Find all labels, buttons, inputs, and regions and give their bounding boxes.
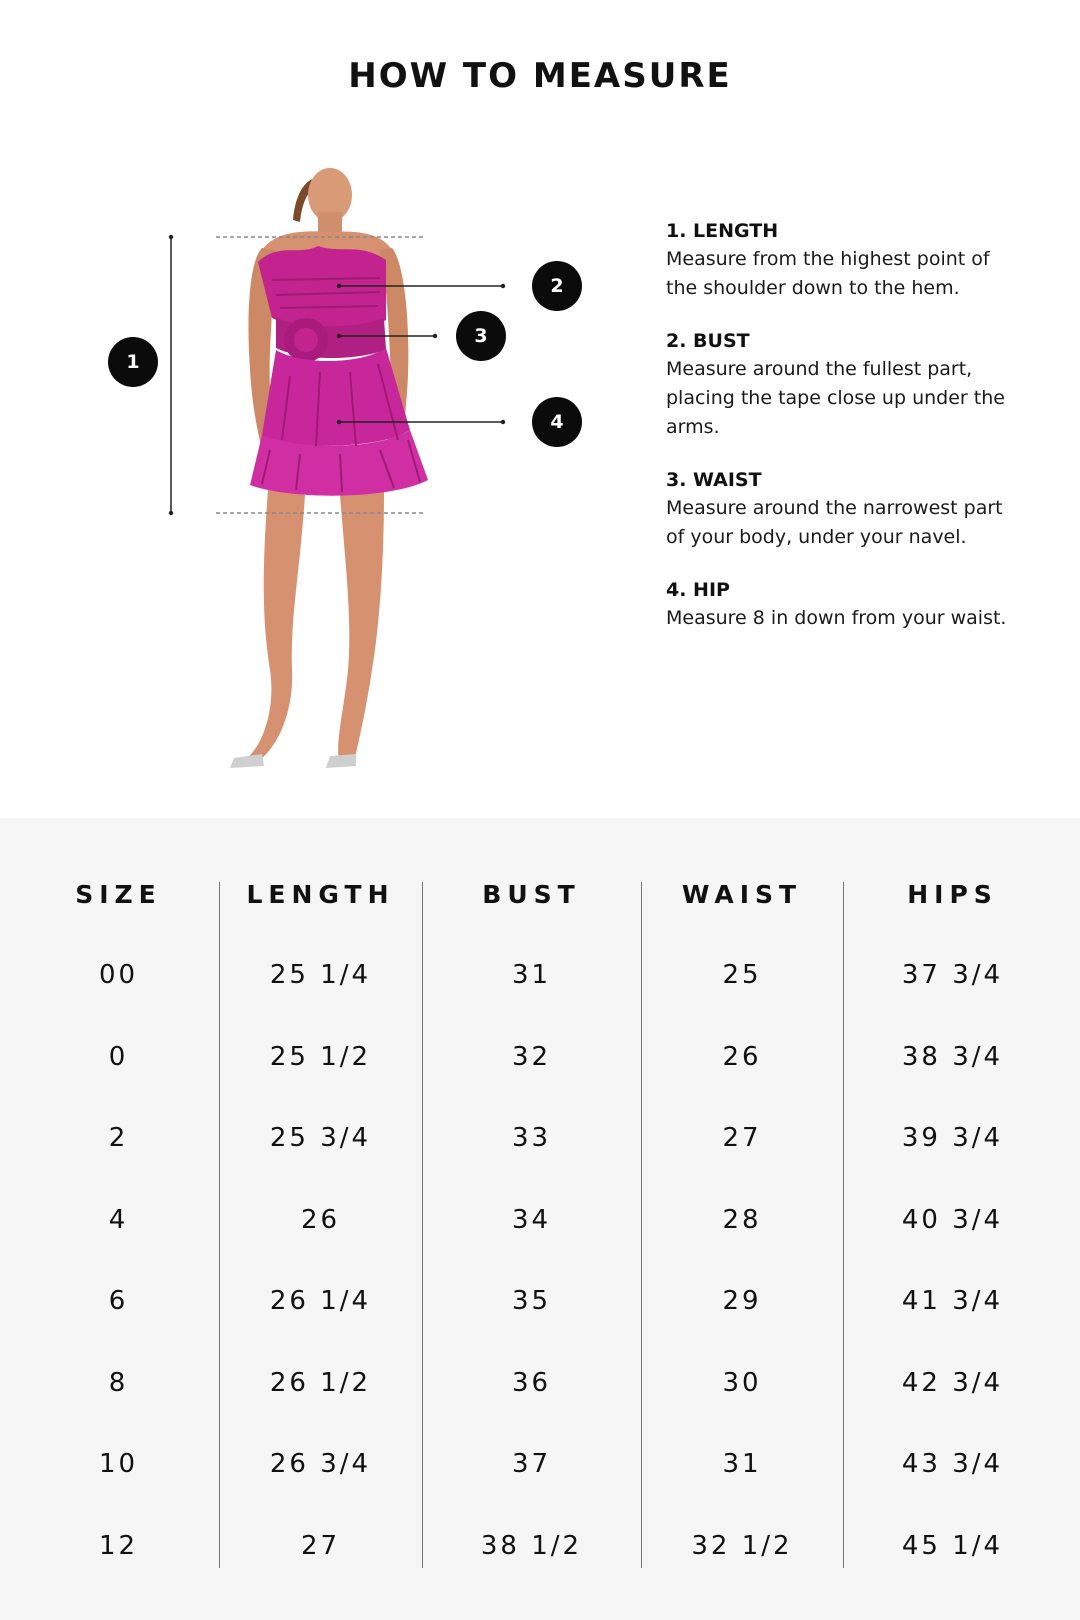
table-cell: 32 — [511, 1041, 552, 1072]
table-cell: 26 — [300, 1204, 341, 1235]
table-column-hips — [843, 818, 1062, 1620]
table-cell: 30 — [722, 1367, 762, 1398]
measurement-diagram — [0, 150, 640, 800]
callout-bust: 2 — [532, 261, 582, 311]
step-waist — [666, 467, 1026, 552]
column-header: SIZE — [75, 880, 162, 909]
table-cell: 31 — [722, 1449, 762, 1479]
column-divider — [641, 882, 642, 1568]
table-cell: 25 — [722, 960, 762, 990]
table-cell: 26 — [722, 1041, 762, 1072]
page-title: HOW TO MEASURE — [348, 56, 732, 96]
table-cell: 27 — [722, 1123, 762, 1153]
column-header: HIPS — [907, 880, 998, 909]
measurement-instructions — [666, 218, 1026, 658]
table-cell: 0 — [108, 1041, 129, 1072]
column-header: BUST — [482, 880, 581, 909]
step-title: 2. BUST — [666, 330, 750, 352]
callout-hip: 4 — [532, 397, 582, 447]
table-cell: 40 3/4 — [901, 1204, 1004, 1235]
table-cell: 43 3/4 — [901, 1449, 1004, 1479]
column-divider — [422, 882, 423, 1568]
column-header: WAIST — [681, 880, 803, 909]
step-hip — [666, 577, 1026, 633]
table-cell: 00 — [98, 960, 139, 990]
table-cell: 25 1/4 — [269, 960, 372, 990]
column-header: LENGTH — [246, 880, 395, 909]
step-bust — [666, 328, 1026, 442]
table-cell: 37 — [511, 1449, 552, 1479]
table-cell: 27 — [300, 1530, 341, 1561]
callout-waist: 3 — [456, 311, 506, 361]
table-cell: 32 1/2 — [691, 1530, 793, 1561]
column-divider — [219, 882, 220, 1568]
table-cell: 34 — [511, 1204, 552, 1235]
table-cell: 12 — [98, 1530, 139, 1561]
table-cell: 41 3/4 — [901, 1286, 1004, 1316]
table-cell: 2 — [108, 1123, 129, 1153]
callout-length: 1 — [108, 337, 158, 387]
table-cell: 45 1/4 — [901, 1530, 1004, 1561]
table-column-bust — [422, 818, 641, 1620]
step-title: 3. WAIST — [666, 469, 762, 491]
table-cell: 38 3/4 — [901, 1041, 1004, 1072]
column-divider — [843, 882, 844, 1568]
size-chart-table — [0, 818, 1080, 1620]
table-cell: 35 — [511, 1286, 552, 1316]
table-cell: 26 1/4 — [269, 1286, 372, 1316]
table-cell: 25 1/2 — [269, 1041, 372, 1072]
table-cell: 42 3/4 — [901, 1367, 1004, 1398]
table-cell: 31 — [511, 960, 552, 990]
table-cell: 8 — [108, 1367, 129, 1398]
step-text: Measure around the narrowest part of your body, under your navel. — [666, 497, 1003, 548]
table-cell: 26 3/4 — [269, 1449, 372, 1479]
step-title: 4. HIP — [666, 579, 730, 601]
table-cell: 38 1/2 — [480, 1530, 583, 1561]
table-column-size — [18, 818, 219, 1620]
table-cell: 26 1/2 — [269, 1367, 372, 1398]
step-text: Measure from the highest point of the shoulder down to the hem. — [666, 248, 990, 299]
table-cell: 10 — [98, 1449, 139, 1479]
table-cell: 36 — [511, 1367, 552, 1398]
step-length — [666, 218, 1026, 303]
step-text: Measure 8 in down from your waist. — [666, 607, 1007, 629]
table-cell: 33 — [511, 1123, 552, 1153]
table-cell: 6 — [108, 1286, 129, 1316]
table-cell: 29 — [722, 1286, 762, 1316]
table-cell: 4 — [108, 1204, 129, 1235]
table-cell: 25 3/4 — [269, 1123, 372, 1153]
table-column-length — [219, 818, 422, 1620]
model-illustration — [0, 150, 640, 800]
step-title: 1. LENGTH — [666, 220, 779, 242]
table-cell: 28 — [722, 1204, 762, 1235]
step-text: Measure around the fullest part, placing the tape close up under the arms. — [666, 358, 1005, 438]
table-cell: 37 3/4 — [901, 960, 1004, 990]
table-column-waist — [641, 818, 843, 1620]
table-cell: 39 3/4 — [901, 1123, 1004, 1153]
